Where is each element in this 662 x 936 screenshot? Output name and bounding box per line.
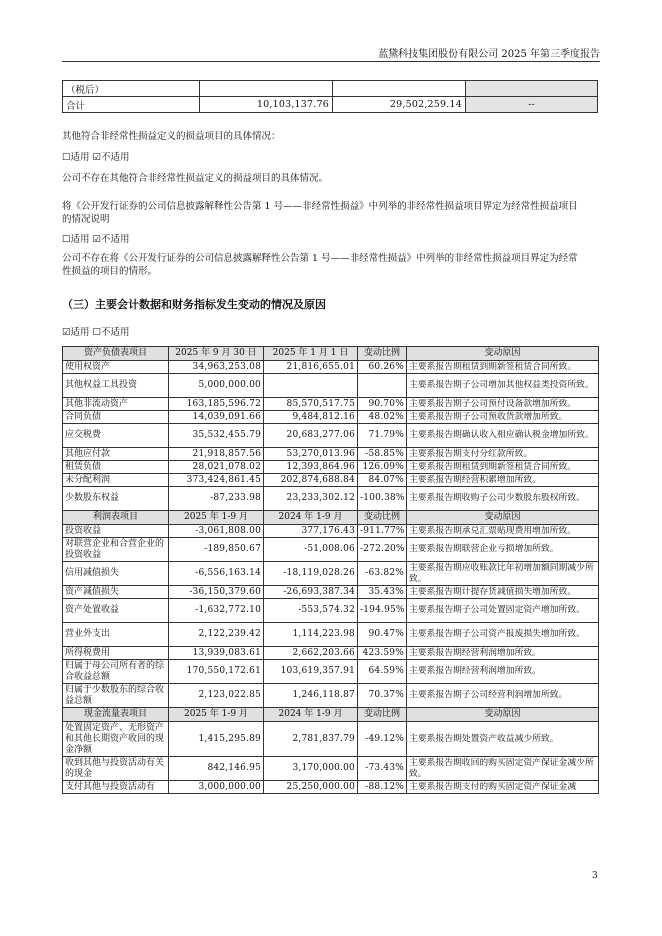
value-prior: 9,484,812.16: [264, 411, 358, 424]
table-row: [63, 781, 599, 794]
table-row: [63, 487, 599, 511]
item-name: 归属于少数股东的综合收益总额: [63, 684, 169, 708]
item-name: 合同负债: [63, 411, 169, 424]
change-reason: 主要系报告期子公司预收货款增加所致。: [407, 411, 599, 424]
change-ratio: 48.02%: [358, 411, 407, 424]
table-row: [63, 684, 599, 708]
item-name: 其他权益工具投资: [63, 374, 169, 398]
change-ratio: 423.59%: [358, 647, 407, 660]
total-label: 合计: [63, 97, 200, 113]
change-reason: 主要系报告期承兑汇票贴现费用增加所致。: [407, 525, 599, 538]
applicability-options-2: ☐适用 ☑不适用: [62, 234, 130, 245]
value-prior: 21,816,655.01: [264, 361, 358, 374]
item-name: 投资收益: [63, 525, 169, 538]
balance-header-cell: 资产负债表项目: [63, 347, 169, 361]
item-name: 对联营企业和合营企业的投资收益: [63, 538, 169, 562]
table-row: [63, 461, 599, 474]
change-ratio: -58.85%: [358, 448, 407, 461]
value-prior: -553,574.32: [264, 599, 358, 623]
value-current: -1,632,772.10: [169, 599, 264, 623]
change-ratio: [358, 374, 407, 398]
paragraph-no-classification: 公司不存在将《公开发行证券的公司信息披露解释性公告第 1 号——非经常性损益》中列举的非经常性损益项目界定为经常性损益的项目的情形。: [62, 253, 578, 277]
value-current: 34,963,253.08: [169, 361, 264, 374]
value-current: 5,000,000.00: [169, 374, 264, 398]
value-current: -87,233.98: [169, 487, 264, 511]
value-prior: [264, 374, 358, 398]
table-row: [63, 525, 599, 538]
change-ratio: -911.77%: [358, 525, 407, 538]
change-ratio: 84.07%: [358, 474, 407, 487]
change-ratio: 35.43%: [358, 586, 407, 599]
balance-header-row: [63, 347, 599, 361]
header-divider: [62, 61, 600, 62]
financial-changes-table: [62, 346, 599, 794]
item-name: 应交税费: [63, 424, 169, 448]
income-header-cell: 2024 年 1-9 月: [264, 511, 358, 525]
value-current: 14,039,091.66: [169, 411, 264, 424]
section-applicability: ☑适用 ☐不适用: [62, 327, 130, 338]
value-current: 170,550,172.61: [169, 660, 264, 684]
value-current: 373,424,861.45: [169, 474, 264, 487]
table-row: [63, 411, 599, 424]
value-prior: 85,570,517.75: [264, 398, 358, 411]
value-current: 842,146.95: [169, 757, 264, 781]
item-name: 支付其他与投资活动有: [63, 781, 169, 794]
change-ratio: -100.38%: [358, 487, 407, 511]
table-row: [63, 722, 599, 757]
change-ratio: 60.26%: [358, 361, 407, 374]
report-header-title: 蓝黛科技集团股份有限公司 2025 年第三季度报告: [378, 49, 600, 60]
table-row: [63, 660, 599, 684]
change-reason: 主要系报告期子公司经营利润增加所致。: [407, 684, 599, 708]
row-label: （税后）: [63, 81, 200, 97]
change-ratio: -194.95%: [358, 599, 407, 623]
value-prior: 53,270,013.96: [264, 448, 358, 461]
value-prior: 2,662,203.66: [264, 647, 358, 660]
cashflow-header-row: [63, 708, 599, 722]
value-current: 2,122,239.42: [169, 623, 264, 647]
item-name: 处置固定资产、无形资产和其他长期资产收回的现金净额: [63, 722, 169, 757]
paragraph-classification: 将《公开发行证券的公司信息披露解释性公告第 1 号——非经常性损益》中列举的非经常性损益项目界定为经常性损益项目的情况说明: [62, 201, 578, 225]
table-row: [63, 374, 599, 398]
table-row-total: [63, 97, 598, 113]
change-reason: 主要系报告期应收账款比年初增加额同期减少所致。: [407, 562, 599, 586]
table-row: [63, 81, 598, 97]
change-reason: 主要系报告期经营利润增加所致。: [407, 647, 599, 660]
change-ratio: 71.79%: [358, 424, 407, 448]
balance-header-cell: 2025 年 1 月 1 日: [264, 347, 358, 361]
value-prior: 25,250,000.00: [264, 781, 358, 794]
value-prior: 1,114,223.98: [264, 623, 358, 647]
item-name: 其他非流动资产: [63, 398, 169, 411]
item-name: 归属于母公司所有者的综合收益总额: [63, 660, 169, 684]
non-recurring-table: [62, 80, 598, 113]
table-row: [63, 647, 599, 660]
item-name: 营业外支出: [63, 623, 169, 647]
change-reason: 主要系报告期收回的购买固定资产保证金减少所致。: [407, 757, 599, 781]
change-ratio: -88.12%: [358, 781, 407, 794]
value-current: 3,000,000.00: [169, 781, 264, 794]
value-current: -36,150,379.60: [169, 586, 264, 599]
cashflow-header-cell: 2024 年 1-9 月: [264, 708, 358, 722]
change-reason: 主要系报告期联营企业亏损增加所致。: [407, 538, 599, 562]
applicability-options-1: ☐适用 ☑不适用: [62, 152, 130, 163]
income-header-cell: 变动原因: [407, 511, 599, 525]
section-title: （三）主要会计数据和财务指标发生变动的情况及原因: [62, 298, 326, 311]
change-reason: 主要系报告期支付分红款所致。: [407, 448, 599, 461]
value-current: -189,850.67: [169, 538, 264, 562]
value-prior: 202,874,688.84: [264, 474, 358, 487]
income-header-cell: 利润表项目: [63, 511, 169, 525]
change-reason: 主要系报告期确认收入相应确认税金增加所致。: [407, 424, 599, 448]
change-ratio: 90.47%: [358, 623, 407, 647]
change-ratio: -272.20%: [358, 538, 407, 562]
value-current: 163,185,596.72: [169, 398, 264, 411]
table-row: [63, 623, 599, 647]
change-reason: 主要系报告期支付的购买固定资产保证金减: [407, 781, 599, 794]
total-current: 10,103,137.76: [200, 97, 333, 113]
change-ratio: -73.43%: [358, 757, 407, 781]
item-name: 资产减值损失: [63, 586, 169, 599]
item-name: 收到其他与投资活动有关的现金: [63, 757, 169, 781]
balance-header-cell: 变动比例: [358, 347, 407, 361]
item-name: 使用权资产: [63, 361, 169, 374]
balance-header-cell: 2025 年 9 月 30 日: [169, 347, 264, 361]
total-ytd: 29,502,259.14: [333, 97, 466, 113]
change-ratio: -49.12%: [358, 722, 407, 757]
change-ratio: 90.70%: [358, 398, 407, 411]
income-header-cell: 变动比例: [358, 511, 407, 525]
value-prior: 3,170,000.00: [264, 757, 358, 781]
table-row: [63, 424, 599, 448]
cashflow-header-cell: 现金流量表项目: [63, 708, 169, 722]
change-ratio: 64.59%: [358, 660, 407, 684]
value-prior: -51,008.06: [264, 538, 358, 562]
value-current: 2,123,022.85: [169, 684, 264, 708]
value-prior: -18,119,028.26: [264, 562, 358, 586]
change-reason: 主要系报告期租赁到期新签租赁合同所致。: [407, 461, 599, 474]
paragraph-no-other-items: 公司不存在其他符合非经常性损益定义的损益项目的具体情况。: [62, 173, 329, 184]
value-current: 21,918,857.56: [169, 448, 264, 461]
value-prior: 23,233,302.12: [264, 487, 358, 511]
value-current: 1,415,295.89: [169, 722, 264, 757]
income-header-row: [63, 511, 599, 525]
change-reason: 主要系报告期收购子公司少数股东股权所致。: [407, 487, 599, 511]
table-row: [63, 474, 599, 487]
value-prior: 1,246,118.87: [264, 684, 358, 708]
total-note: --: [466, 97, 598, 113]
item-name: 其他应付款: [63, 448, 169, 461]
table-row: [63, 361, 599, 374]
change-reason: 主要系报告期子公司处置固定资产增加所致。: [407, 599, 599, 623]
change-reason: 主要系报告期租赁到期新签租赁合同所致。: [407, 361, 599, 374]
change-reason: 主要系报告期计提存货减值损失增加所致。: [407, 586, 599, 599]
table-row: [63, 448, 599, 461]
paragraph-other-items: 其他符合非经常性损益定义的损益项目的具体情况：: [62, 131, 281, 142]
table-row: [63, 586, 599, 599]
value-prior: -26,693,387.34: [264, 586, 358, 599]
item-name: 所得税费用: [63, 647, 169, 660]
table-row: [63, 599, 599, 623]
value-current: -6,556,163.14: [169, 562, 264, 586]
table-row: [63, 757, 599, 781]
value-current: 13,939,083.61: [169, 647, 264, 660]
value-prior: 20,683,277.06: [264, 424, 358, 448]
change-ratio: 70.37%: [358, 684, 407, 708]
table-row: [63, 538, 599, 562]
cashflow-header-cell: 2025 年 1-9 月: [169, 708, 264, 722]
change-ratio: -63.82%: [358, 562, 407, 586]
cashflow-header-cell: 变动比例: [358, 708, 407, 722]
value-current: -3,061,808.00: [169, 525, 264, 538]
value-prior: 2,781,837.79: [264, 722, 358, 757]
table-row: [63, 562, 599, 586]
value-current: 28,021,078.02: [169, 461, 264, 474]
cashflow-header-cell: 变动原因: [407, 708, 599, 722]
change-reason: 主要系报告期子公司增加其他权益类投资所致。: [407, 374, 599, 398]
balance-header-cell: 变动原因: [407, 347, 599, 361]
income-header-cell: 2025 年 1-9 月: [169, 511, 264, 525]
change-reason: 主要系报告期经营利润增加所致。: [407, 660, 599, 684]
value-current: 35,532,455.79: [169, 424, 264, 448]
table-row: [63, 398, 599, 411]
item-name: 信用减值损失: [63, 562, 169, 586]
item-name: 未分配利润: [63, 474, 169, 487]
item-name: 少数股东权益: [63, 487, 169, 511]
value-prior: 377,176.43: [264, 525, 358, 538]
change-reason: 主要系报告期经营积累增加所致。: [407, 474, 599, 487]
item-name: 租赁负债: [63, 461, 169, 474]
change-reason: 主要系报告期子公司预付设备款增加所致。: [407, 398, 599, 411]
value-prior: 12,393,864.96: [264, 461, 358, 474]
change-reason: 主要系报告期处置资产收益减少所致。: [407, 722, 599, 757]
change-reason: 主要系报告期子公司资产报废损失增加所致。: [407, 623, 599, 647]
item-name: 资产处置收益: [63, 599, 169, 623]
value-prior: 103,619,357.91: [264, 660, 358, 684]
page-number: 3: [592, 871, 598, 881]
change-ratio: 126.09%: [358, 461, 407, 474]
